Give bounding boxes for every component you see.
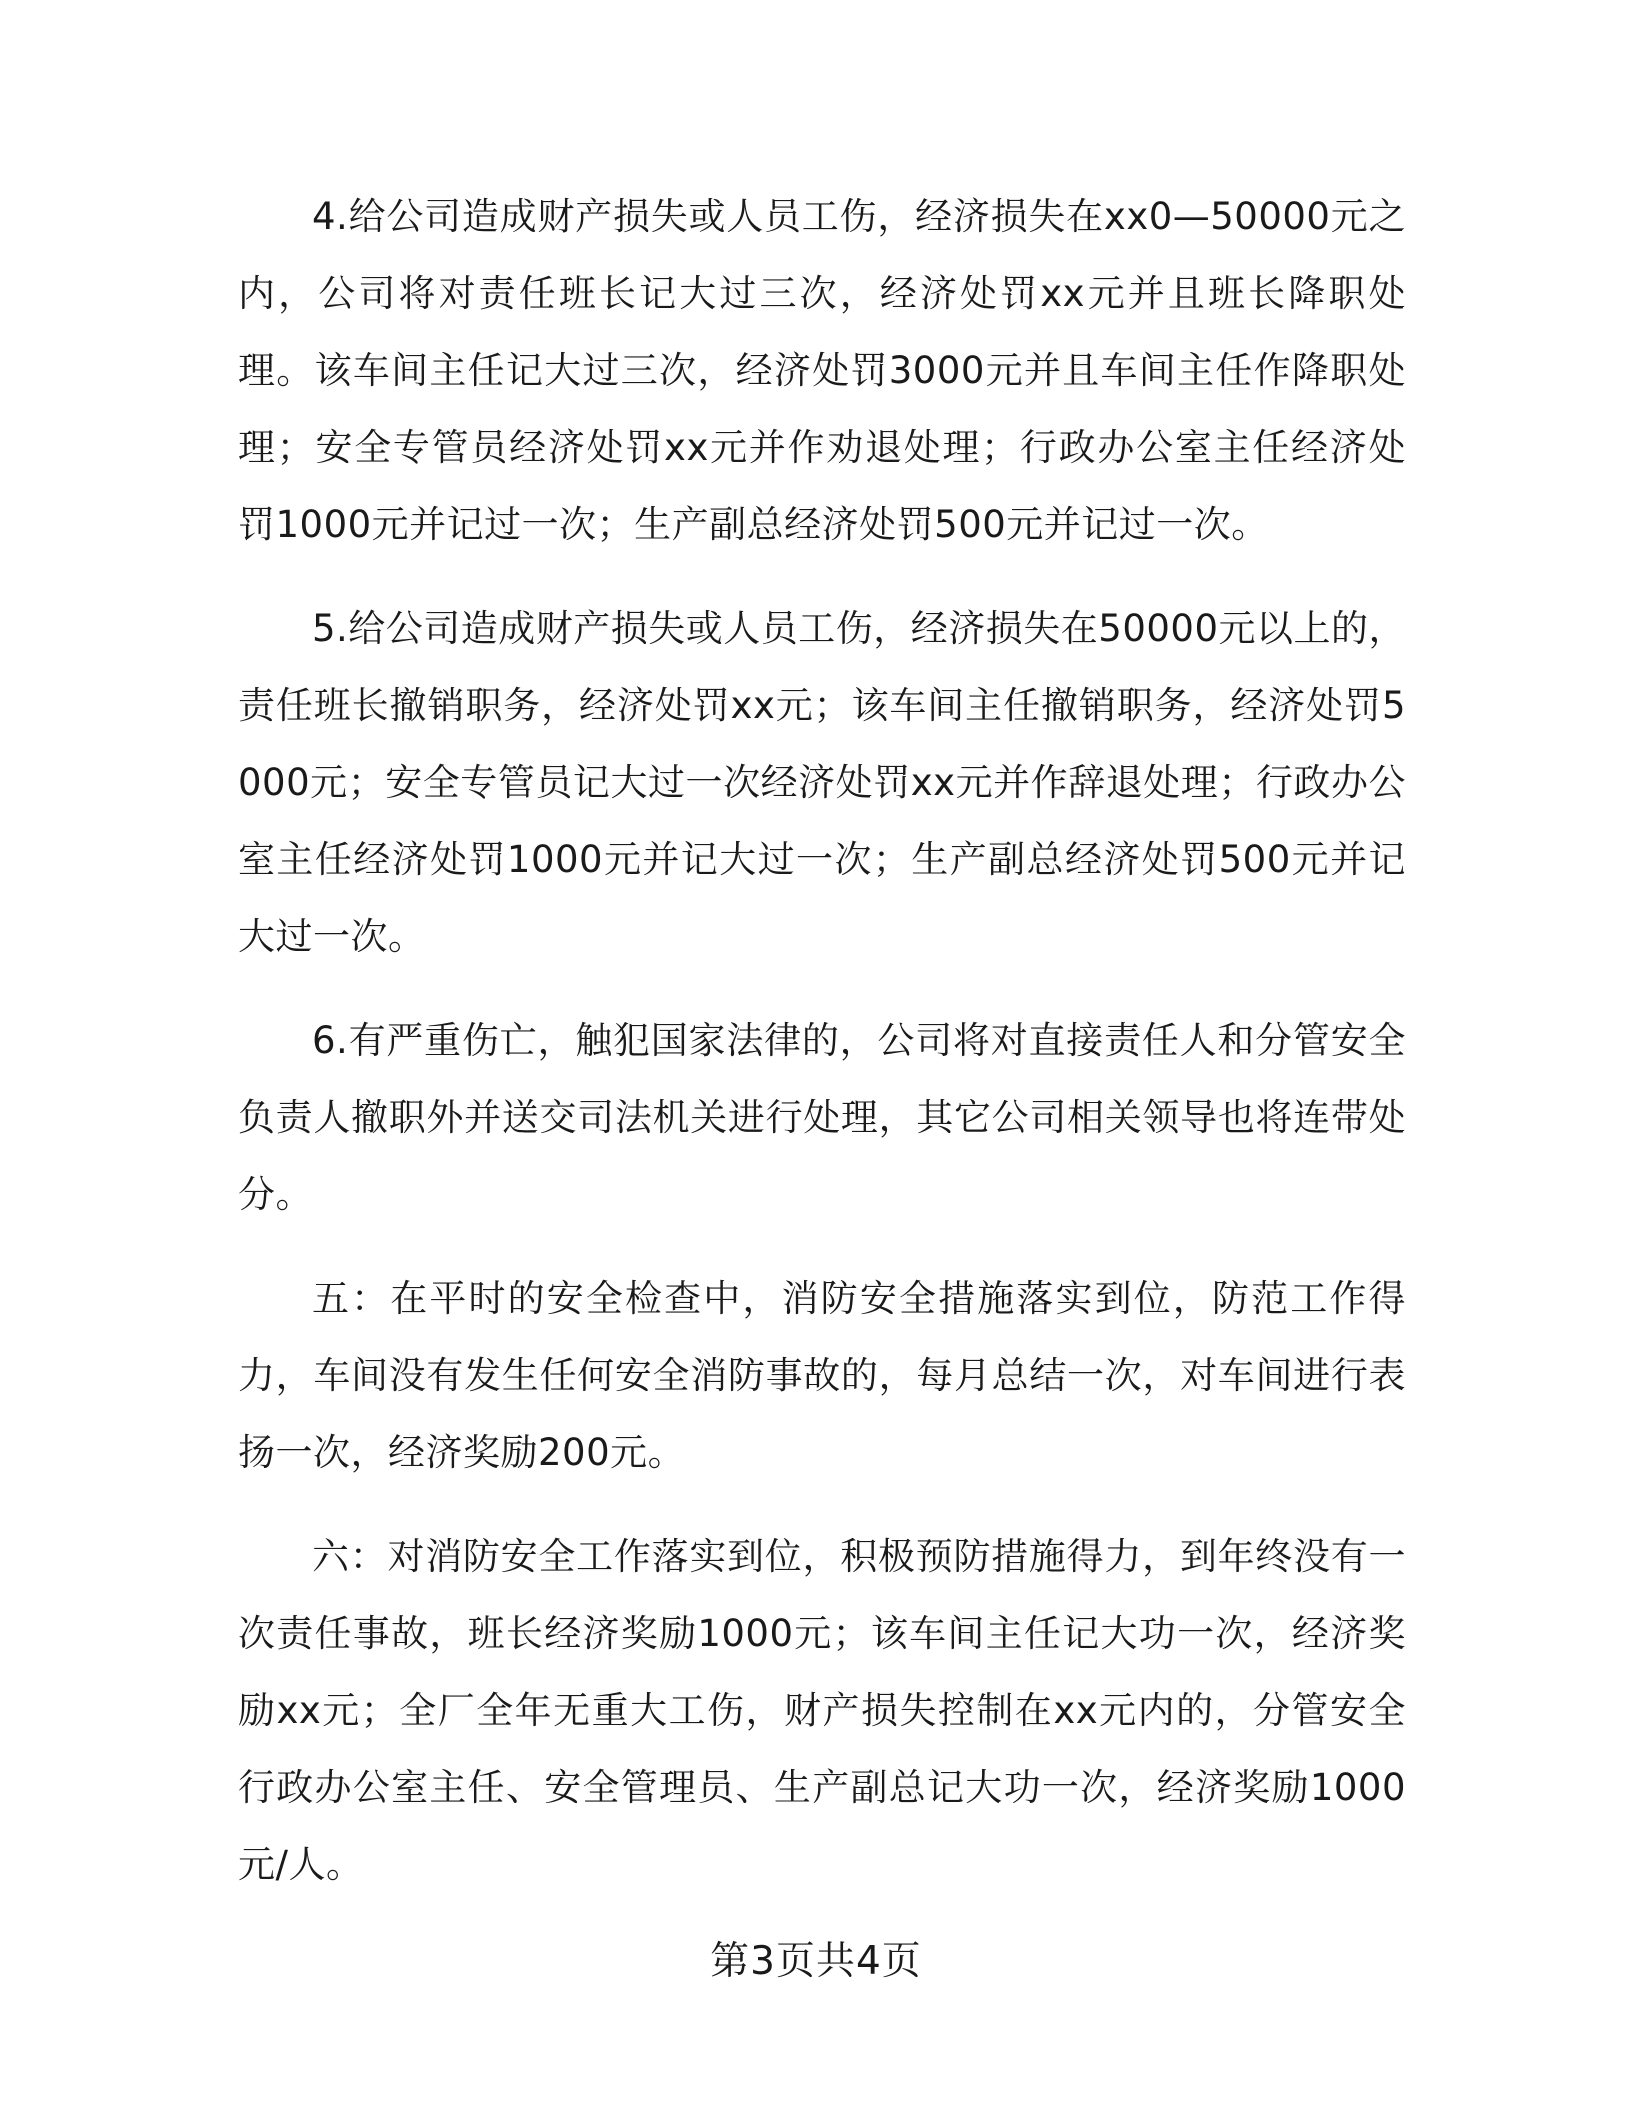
paragraph-item-6: 6.有严重伤亡，触犯国家法律的，公司将对直接责任人和分管安全负责人撤职外并送交司法机关进行处理，其它公司相关领导也将连带处分。 [238, 1019, 1406, 1216]
paragraph-item-4: 4.给公司造成财产损失或人员工伤，经济损失在xx0—50000元之内，公司将对责任班长记大过三次，经济处罚xx元并且班长降职处理。该车间主任记大过三次，经济处罚3000元并且车间主任作降职处理；安全专管员经济处罚xx元并作劝退处理；行政办公室主任经济处罚1000元并记过一次；生产副总经济处罚500元并记过一次。 [238, 195, 1406, 546]
document-body [238, 178, 1406, 1930]
paragraph-section-5: 五：在平时的安全检查中，消防安全措施落实到位，防范工作得力，车间没有发生任何安全消防事故的，每月总结一次，对车间进行表扬一次，经济奖励200元。 [238, 1277, 1406, 1474]
page-number-footer: 第3页共4页 [710, 1939, 922, 1984]
paragraph-item-5: 5.给公司造成财产损失或人员工伤，经济损失在50000元以上的，责任班长撤销职务，经济处罚xx元；该车间主任撤销职务，经济处罚5000元；安全专管员记大过一次经济处罚xx元并作辞退处理；行政办公室主任经济处罚1000元并记大过一次；生产副总经济处罚500元并记大过一次。 [238, 607, 1407, 958]
paragraph-section-6: 六：对消防安全工作落实到位，积极预防措施得力，到年终没有一次责任事故，班长经济奖励1000元；该车间主任记大功一次，经济奖励xx元；全厂全年无重大工伤，财产损失控制在xx元内的，分管安全行政办公室主任、安全管理员、生产副总记大功一次，经济奖励1000元/人。 [238, 1535, 1406, 1886]
